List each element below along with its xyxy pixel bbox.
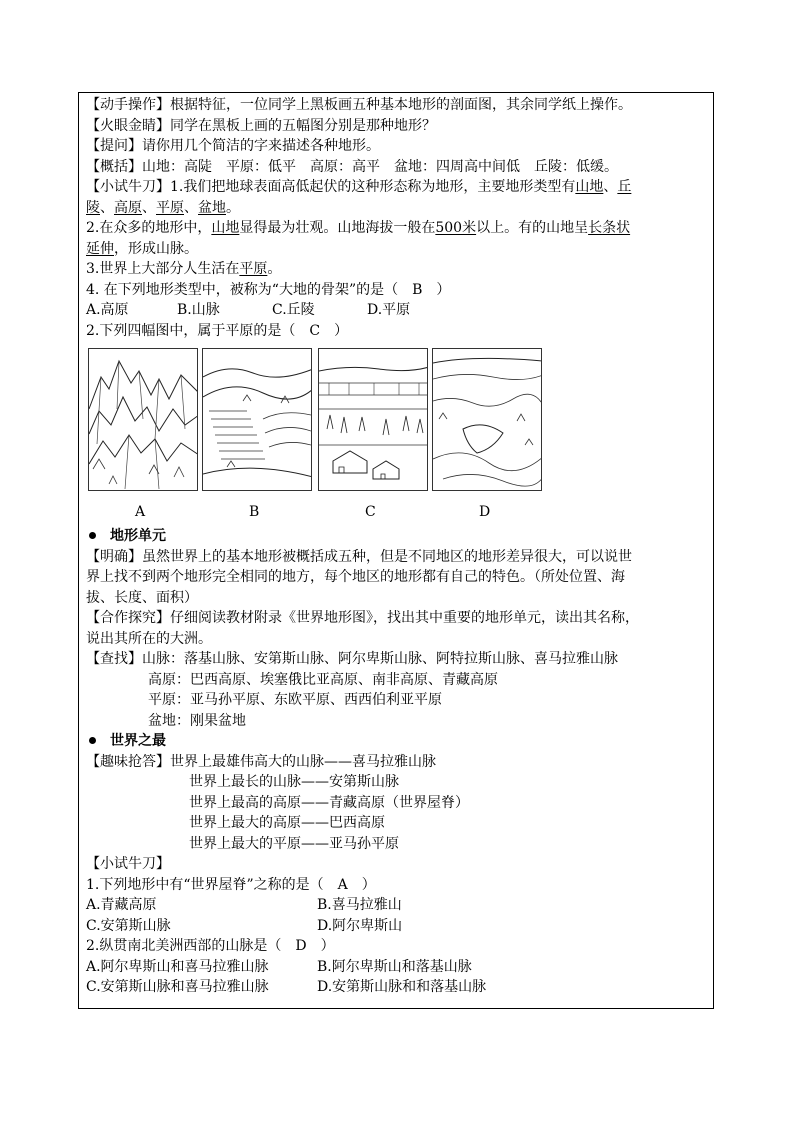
- text-line: 世界上最大的平原——亚马孙平原: [189, 835, 399, 852]
- text-line: 世界上最大的高原——巴西高原: [189, 815, 385, 831]
- picture-label-a: A: [135, 504, 146, 520]
- text-line: 【概括】山地：高陡 平原：低平 高原：高平 盆地：四周高中间低 丘陵：低缓。: [86, 158, 618, 175]
- text-line: 拔、长度、面积）: [86, 589, 198, 606]
- answer-blank: 平原: [239, 261, 268, 277]
- option-d: D.阿尔卑斯山: [317, 917, 403, 934]
- answer-blank: 丘: [617, 179, 632, 195]
- option-a: A.青藏高原: [86, 897, 157, 913]
- option-a: A.高原: [86, 302, 129, 318]
- option-c: C.安第斯山脉: [86, 917, 171, 934]
- document-body: [86, 95, 712, 998]
- text-line: 世界上最高的高原——青藏高原（世界屋脊）: [189, 794, 469, 811]
- option-b: B.山脉: [177, 302, 220, 318]
- option-c: C.丘陵: [272, 302, 315, 318]
- question-line: 2.纵贯南北美洲西部的山脉是（ D ）: [86, 938, 335, 954]
- answer-blank: 山地: [575, 179, 604, 195]
- option-row: [86, 916, 712, 937]
- hills-picture: [202, 348, 312, 491]
- text-line: 【小试牛刀】1.我们把地球表面高低起伏的这种形态称为地形，主要地形类型有山地、丘: [86, 179, 632, 195]
- option-row: [86, 977, 712, 998]
- answer-blank: 高原: [114, 199, 142, 216]
- answer-blank: 长条状: [588, 220, 631, 236]
- option-row: [86, 300, 712, 321]
- option-b: B.阿尔卑斯山和落基山脉: [317, 958, 472, 975]
- bullet-icon: [89, 737, 96, 744]
- text-line: 【趣味抢答】世界上最雄伟高大的山脉——喜马拉雅山脉: [86, 753, 436, 770]
- text-line: 【火眼金睛】同学在黑板上画的五幅图分别是那种地形？: [86, 117, 436, 134]
- option-b: B.喜马拉雅山: [317, 897, 402, 913]
- picture-label-d: D: [479, 504, 491, 520]
- text-line: 延伸，形成山脉。: [86, 240, 198, 257]
- answer-blank: 山地: [211, 220, 240, 236]
- text-line: 盆地：刚果盆地: [148, 712, 246, 729]
- plain-picture: [318, 348, 428, 491]
- text-line: 界上找不到两个地形完全相同的地方，每个地区的地形都有自己的特色。（所处位置、海: [86, 569, 625, 585]
- text-line: 3.世界上大部分人生活在平原。: [86, 261, 282, 277]
- picture-label-c: C: [365, 504, 376, 520]
- answer-blank: 500米: [435, 220, 477, 236]
- text-line: 世界上最长的山脉——安第斯山脉: [189, 774, 399, 790]
- option-a: A.阿尔卑斯山和喜马拉雅山脉: [86, 958, 269, 975]
- text-line: 【明确】虽然世界上的基本地形被概括成五种，但是不同地区的地形差异很大，可以说世: [86, 548, 632, 565]
- option-d: D.平原: [367, 302, 411, 318]
- text-line: 【合作探究】仔细阅读教材附录《世界地形图》，找出其中重要的地形单元，读出其名称，: [86, 610, 639, 626]
- option-row: [86, 895, 712, 916]
- landform-pictures: [86, 348, 712, 498]
- option-row: [86, 957, 712, 978]
- answer-blank: 陵: [86, 199, 100, 216]
- text-line: 【小试牛刀】: [86, 856, 170, 872]
- section-heading: 世界之最: [86, 731, 712, 752]
- text-line: 【查找】山脉：落基山脉、安第斯山脉、阿尔卑斯山脉、阿特拉斯山脉、喜马拉雅山脉: [86, 651, 618, 667]
- section-heading: 地形单元: [86, 526, 712, 547]
- option-d: D.安第斯山脉和和落基山脉: [317, 979, 487, 995]
- option-c: C.安第斯山脉和喜马拉雅山脉: [86, 979, 269, 995]
- text-line: 说出其所在的大洲。: [86, 630, 212, 647]
- question-line: 2.下列四幅图中，属于平原的是（ C ）: [86, 322, 349, 339]
- answer-blank: 平原: [156, 199, 184, 216]
- bullet-icon: [89, 532, 96, 539]
- picture-label-b: B: [249, 504, 260, 520]
- text-line: 2.在众多的地形中，山地显得最为壮观。山地海拔一般在500米以上。有的山地呈长条状: [86, 220, 631, 236]
- question-line: 1.下列地形中有“世界屋脊”之称的是（ A ）: [86, 876, 376, 893]
- text-line: 【提问】请你用几个简洁的字来描述各种地形。: [86, 138, 380, 154]
- text-line: 【动手操作】根据特征，一位同学上黑板画五种基本地形的剖面图，其余同学纸上操作。: [86, 97, 632, 113]
- mountain-picture: [88, 348, 198, 491]
- question-line: 4. 在下列地形类型中，被称为“大地的骨架”的是（ B ）: [86, 281, 451, 298]
- picture-labels: [86, 502, 712, 526]
- text-line: 陵、高原、平原、盆地。: [86, 199, 240, 216]
- basin-picture: [432, 348, 542, 491]
- answer-blank: 延伸: [86, 240, 114, 257]
- text-line: 高原：巴西高原、埃塞俄比亚高原、南非高原、青藏高原: [148, 671, 498, 688]
- text-line: 平原：亚马孙平原、东欧平原、西西伯利亚平原: [148, 692, 442, 708]
- answer-blank: 盆地: [198, 199, 226, 216]
